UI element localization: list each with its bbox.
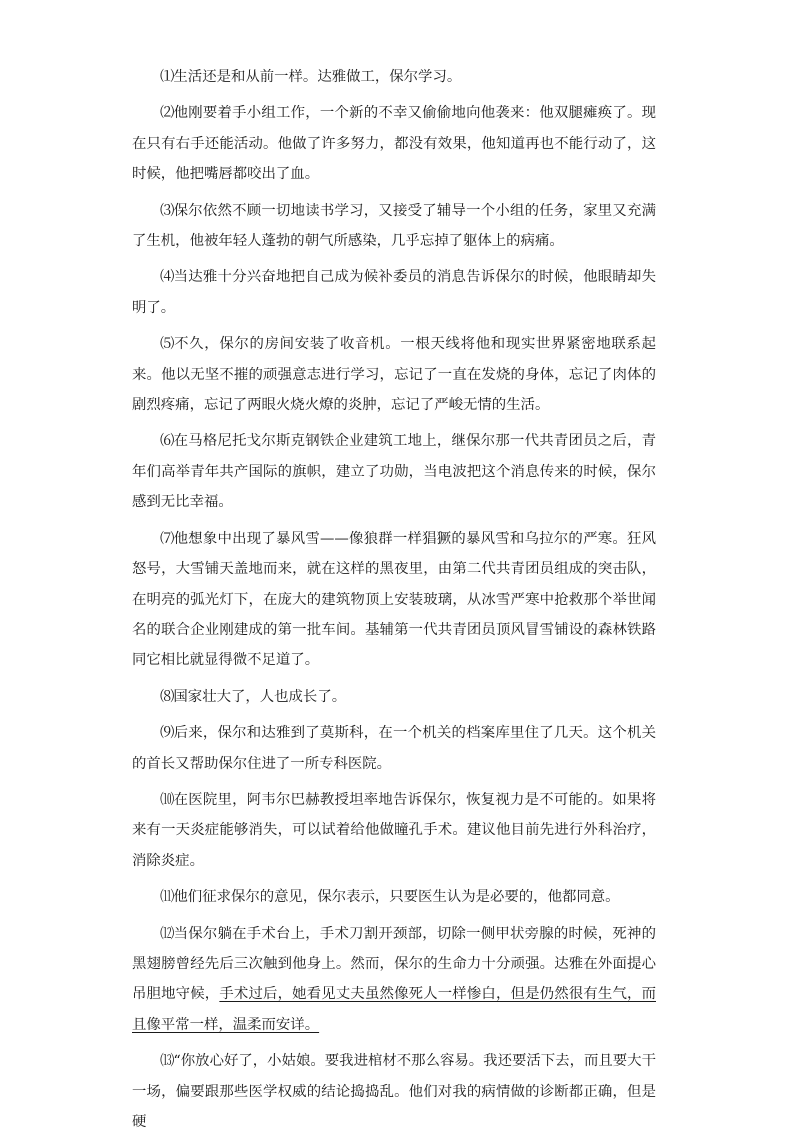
paragraph-3 [132, 196, 656, 257]
paragraph-number: ⑽ [160, 791, 174, 808]
paragraph-text: 在医院里，阿韦尔巴赫教授坦率地告诉保尔，恢复视力是不可能的。如果将来有一天炎症能够消失，可以试着给他做瞳孔手术。建议他目前先进行外科治疗，消除炎症。 [132, 791, 656, 869]
paragraph-text: 不久，保尔的房间安装了收音机。一根天线将他和现实世界紧密地联系起来。他以无坚不摧的顽强意志进行学习，忘记了一直在发烧的身体，忘记了肉体的剧烈疼痛，忘记了两眼火烧火燎的炎肿，忘记了严峻无情的生活。 [132, 336, 656, 414]
paragraph-number: ⑶ [160, 202, 174, 219]
paragraph-9 [132, 718, 656, 779]
paragraph-number: ⑾ [160, 889, 174, 906]
paragraph-number: ⒀ [160, 1053, 174, 1070]
paragraph-text: 当保尔躺在手术台上，手术刀割开颈部，切除一侧甲状旁腺的时候，死神的黑翅膀曾经先后三次触到他身上。然而，保尔的生命力十分顽强。达雅在外面提心吊胆地守候， [132, 925, 656, 1003]
paragraph-2 [132, 98, 656, 189]
paragraph-number: ⑹ [160, 433, 174, 450]
paragraph-13 [132, 1046, 656, 1137]
paragraph-text: “你放心好了，小姑娘。要我进棺材不那么容易。我还要活下去，而且要大干一场，偏要跟那些医学权威的结论捣捣乱。他们对我的病情做的诊断都正确，但是硬 [132, 1053, 656, 1130]
paragraph-8 [132, 682, 656, 712]
paragraph-7 [132, 524, 656, 676]
paragraph-text: 他想象中出现了暴风雪——像狼群一样猖獗的暴风雪和乌拉尔的严寒。狂风怒号，大雪铺天盖地而来，就在这样的黑夜里，由第二代共青团员组成的突击队，在明亮的弧光灯下，在庞大的建筑物顶上安装玻璃，从冰雪严寒中抢救那个举世闻名的联合企业刚建成的第一批车间。基辅第一代共青团员顶风冒雪铺设的森林铁路同它相比就显得微不足道了。 [132, 530, 656, 669]
paragraph-text: 当达雅十分兴奋地把自己成为候补委员的消息告诉保尔的时候，他眼睛却失明了。 [132, 269, 656, 316]
paragraph-number: ⑺ [160, 530, 174, 547]
paragraph-text: 后来，保尔和达雅到了莫斯科，在一个机关的档案库里住了几天。这个机关的首长又帮助保尔住进了一所专科医院。 [132, 725, 656, 772]
paragraph-10 [132, 785, 656, 876]
paragraph-number: ⑷ [160, 269, 174, 286]
paragraph-text: 他们征求保尔的意见，保尔表示，只要医生认为是必要的，他都同意。 [173, 889, 620, 906]
underlined-sentence: 手术过后，她看见丈夫虽然像死人一样惨白，但是仍然很有生气，而且像平常一样，温柔而安详。 [132, 986, 656, 1033]
paragraph-5 [132, 329, 656, 420]
paragraph-4 [132, 262, 656, 323]
paragraph-text: 他刚要着手小组工作，一个新的不幸又偷偷地向他袭来：他双腿瘫痪了。现在只有右手还能活动。他做了许多努力，都没有效果，他知道再也不能行动了，这时候，他把嘴唇都咬出了血。 [132, 105, 656, 183]
paragraph-number: ⑿ [160, 925, 174, 942]
article-body [132, 62, 656, 1143]
paragraph-11 [132, 882, 656, 912]
paragraph-1 [132, 62, 656, 92]
paragraph-6 [132, 426, 656, 517]
paragraph-number: ⑸ [160, 336, 175, 353]
paragraph-number: ⑻ [160, 688, 174, 705]
paragraph-12 [132, 919, 656, 1041]
paragraph-text: 在马格尼托戈尔斯克钢铁企业建筑工地上，继保尔那一代共青团员之后，青年们高举青年共产国际的旗帜，建立了功勋，当电波把这个消息传来的时候，保尔感到无比幸福。 [132, 433, 656, 511]
paragraph-number: ⑼ [160, 725, 174, 742]
paragraph-number: ⑵ [160, 105, 174, 122]
paragraph-text: 国家壮大了，人也成长了。 [173, 688, 347, 705]
paragraph-text: 保尔依然不顾一切地读书学习，又接受了辅导一个小组的任务，家里又充满了生机，他被年轻人蓬勃的朝气所感染，几乎忘掉了躯体上的病痛。 [132, 202, 656, 250]
paragraph-number: ⑴ [160, 69, 174, 85]
paragraph-text: 生活还是和从前一样。达雅做工，保尔学习。 [173, 69, 462, 85]
